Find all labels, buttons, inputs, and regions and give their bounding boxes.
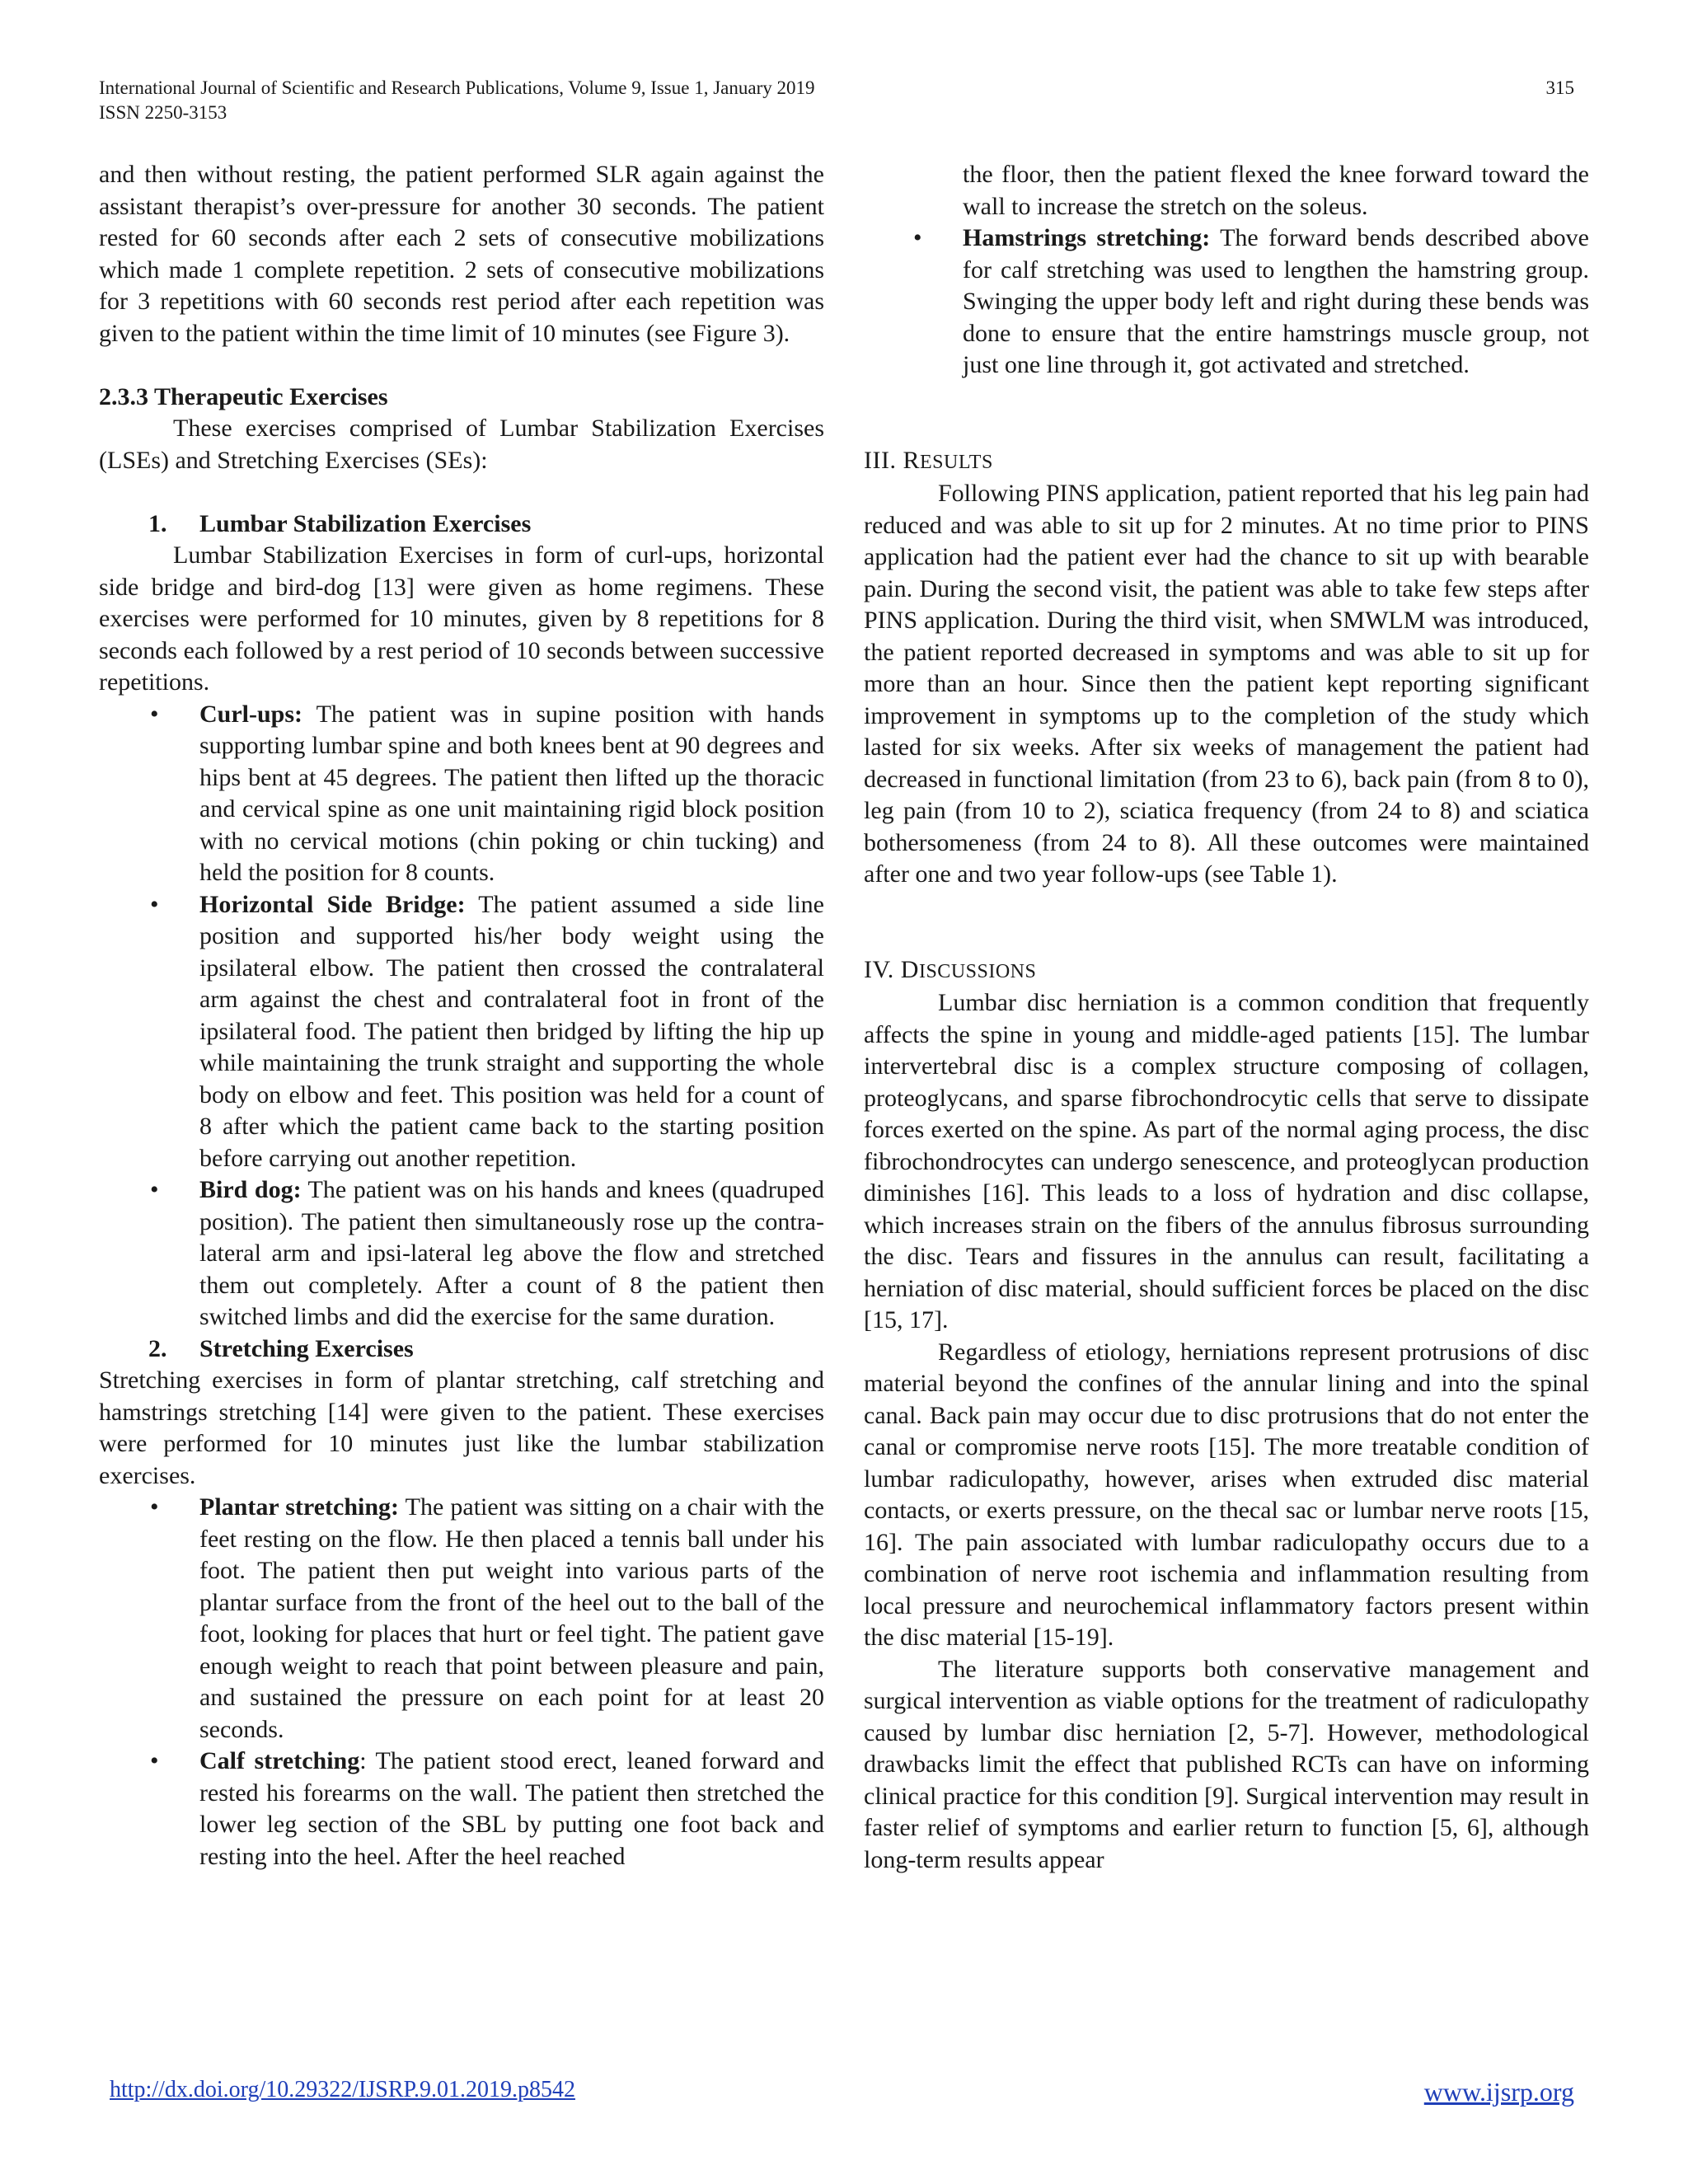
issn: ISSN 2250-3153 <box>99 102 227 123</box>
therapeutic-exercises-text: These exercises comprised of Lumbar Stabilization Exercises (LSEs) and Stretching Exercises (SEs): <box>99 415 824 474</box>
website-link[interactable]: www.ijsrp.org <box>1423 2077 1574 2107</box>
se-list <box>99 1492 824 1872</box>
se-number: 2. <box>148 1334 167 1362</box>
list-item-plantar <box>99 1492 824 1746</box>
left-column <box>99 159 824 1872</box>
list-item-side-bridge <box>99 889 824 1175</box>
page-number: 315 <box>1545 77 1574 98</box>
results-number: III. <box>864 446 897 474</box>
section-heading-therapeutic-exercises: 2.3.3 Therapeutic Exercises <box>99 382 388 410</box>
list-item-calf <box>99 1746 824 1872</box>
item-text: : The patient stood erect, leaned forward and rested his forearms on the wall. The patient then stretched the lower leg section of the SBL by putting one foot back and resting into the heel. After the heel reached <box>199 1747 824 1870</box>
item-text: The forward bends described above for calf stretching was used to lengthen the hamstring group. Swinging the upper body left and right during these bends was done to ensure that the entire hamstrings muscle group, not just one line through it, got activated and stretched. <box>963 224 1589 378</box>
item-text: The patient was on his hands and knees (quadruped position). The patient then simultaneously rose up the contra-lateral arm and ipsi-lateral leg above the flow and stretched them out completely. After a count of 8 the patient then switched limbs and did the exercise for the same duration. <box>199 1176 824 1330</box>
se-paragraph: Stretching exercises in form of plantar stretching, calf stretching and hamstrings stretching [14] were given to the patient. These exercises were performed for 10 minutes just like the lumbar stabilization exercises. <box>99 1366 824 1489</box>
discussion-paragraph-1: Lumbar disc herniation is a common condition that frequently affects the spine in young and middle-aged patients [15]. The lumbar intervertebral disc is a complex structure composing of collagen, proteoglycans, and sparse fibrochondrocytic cells that serve to dissipate forces exerted on the spine. As part of the normal aging process, the disc fibrochondrocytes can undergo senescence, and proteoglycan production diminishes [16]. This leads to a loss of hydration and disc collapse, which increases strain on the fibers of the annulus fibrosus surrounding the disc. Tears and fissures in the annulus can result, facilitating a herniation of disc material, should sufficient forces be placed on the disc [15, 17]. <box>864 989 1589 1333</box>
discussion-paragraph-2: Regardless of etiology, herniations represent protrusions of disc material beyond the confines of the annular lining and into the spinal canal. Back pain may occur due to disc protrusions that do not enter the canal or compromise nerve roots [15]. The more treatable condition of lumbar radiculopathy, however, arises when extruded disc material contacts, or exerts pressure, on the thecal sac or lumbar nerve roots [15, 16]. The pain associated with lumbar radiculopathy occurs due to a combination of nerve root ischemia and inflammation resulting from local pressure and neurochemical inflammatory factors present within the disc material [15-19]. <box>864 1338 1589 1651</box>
bullet-icon: • <box>150 1747 159 1774</box>
item-text: The patient was in supine position with hands supporting lumbar spine and both knees bent at 90 degrees and hips bent at 45 degrees. The patient then lifted up the thoracic and cervical spine as one unit maintaining rigid block position with no cervical motions (chin poking or chin tucking) and held the position for 8 counts. <box>199 700 824 886</box>
bullet-icon: • <box>150 890 159 918</box>
results-initial: R <box>903 446 920 474</box>
discussion-initial: D <box>900 955 919 983</box>
lse-paragraph: Lumbar Stabilization Exercises in form of curl-ups, horizontal side bridge and bird-dog [13] were given as home regimens. These exercises were performed for 10 minutes, given by 8 repetitions for 8 seconds each followed by a rest period of 10 seconds between successive repetitions. <box>99 541 824 696</box>
discussion-rest: ISCUSSIONS <box>918 960 1037 982</box>
item-title: Horizontal Side Bridge: <box>199 890 466 918</box>
results-paragraph: Following PINS application, patient reported that his leg pain had reduced and was able to sit up for 2 minutes. At no time prior to PINS application had the patient ever had the chance to sit up with bearable pain. During the second visit, the patient was able to take few steps after PINS application. During the third visit, when SMWLM was introduced, the patient reported decreased in symptoms and was able to sit up for more than an hour. Since then the patient kept reporting significant improvement in symptoms up to the completion of the study which lasted for six weeks. After six weeks of management the patient had decreased in functional limitation (from 23 to 6), back pain (from 8 to 0), leg pain (from 10 to 2), sciatica frequency (from 24 to 8) and sciatica bothersomeness (from 24 to 8). All these outcomes were maintained after one and two year follow-ups (see Table 1). <box>864 480 1589 888</box>
se-heading-text: Stretching Exercises <box>199 1334 414 1362</box>
item-title: Calf stretching <box>199 1747 360 1774</box>
results-rest: ESULTS <box>920 451 993 473</box>
list-item-bird-dog <box>99 1174 824 1333</box>
bullet-icon: • <box>150 1176 159 1203</box>
doi-link[interactable]: http://dx.doi.org/10.29322/IJSRP.9.01.2019.p8542 <box>110 2077 575 2102</box>
list-item-curl-ups <box>99 699 824 889</box>
se-heading <box>99 1333 824 1366</box>
item-text: the floor, then the patient flexed the knee forward toward the wall to increase the stretch on the soleus. <box>963 161 1589 220</box>
journal-line: International Journal of Scientific and Research Publications, Volume 9, Issue 1, January 2019 <box>99 77 815 98</box>
discussion-paragraph-3: The literature supports both conservative management and surgical intervention as viable options for the treatment of radiculopathy caused by lumbar disc herniation [2, 5-7]. However, methodological drawbacks limit the effect that published RCTs can have on informing clinical practice for this condition [9]. Surgical intervention may result in faster relief of symptoms and earlier return to function [5, 6], although long-term results appear <box>864 1655 1589 1873</box>
bullet-icon: • <box>150 1493 159 1521</box>
item-title: Hamstrings stretching: <box>963 224 1211 251</box>
item-title: Plantar stretching: <box>199 1493 400 1521</box>
list-item-hamstrings <box>864 223 1589 382</box>
item-text: The patient assumed a side line position and supported his/her body weight using the ipsilateral elbow. The patient then crossed the contralateral arm against the chest and contralateral foot in front of the ipsilateral food. The patient then bridged by lifting the hip up while maintaining the trunk straight and supporting the whole body on elbow and feet. This position was held for a count of 8 after which the patient came back to the starting position before carrying out another repetition. <box>199 890 824 1172</box>
item-title: Bird dog: <box>199 1176 302 1203</box>
lse-heading <box>99 509 824 541</box>
bullet-icon: • <box>913 224 922 251</box>
discussion-number: IV. <box>864 955 894 983</box>
lse-number: 1. <box>148 509 167 537</box>
intro-paragraph: and then without resting, the patient performed SLR again against the assistant therapist’s over-pressure for another 30 seconds. The patient rested for 60 seconds after each 2 sets of consecutive mobilizations which made 1 complete repetition. 2 sets of consecutive mobilizations for 3 repetitions with 60 seconds rest period after each repetition was given to the patient within the time limit of 10 minutes (see Figure 3). <box>99 161 824 347</box>
item-text: The patient was sitting on a chair with the feet resting on the flow. He then placed a tennis ball under his foot. The patient then put weight into various parts of the plantar surface from the front of the heel out to the ball of the foot, looking for places that hurt or feel tight. The patient gave enough weight to reach that point between pleasure and pain, and sustained the pressure on each point for at least 20 seconds. <box>199 1493 824 1743</box>
page-header <box>99 76 1574 125</box>
list-item-calf-continued <box>864 159 1589 223</box>
item-title: Curl-ups: <box>199 700 303 728</box>
section-heading-discussions <box>864 954 1589 988</box>
lse-list <box>99 699 824 1333</box>
section-heading-results <box>864 445 1589 479</box>
bullet-icon: • <box>150 700 159 728</box>
right-column <box>864 159 1589 1876</box>
lse-heading-text: Lumbar Stabilization Exercises <box>199 509 532 537</box>
se-list-continued <box>864 159 1589 382</box>
